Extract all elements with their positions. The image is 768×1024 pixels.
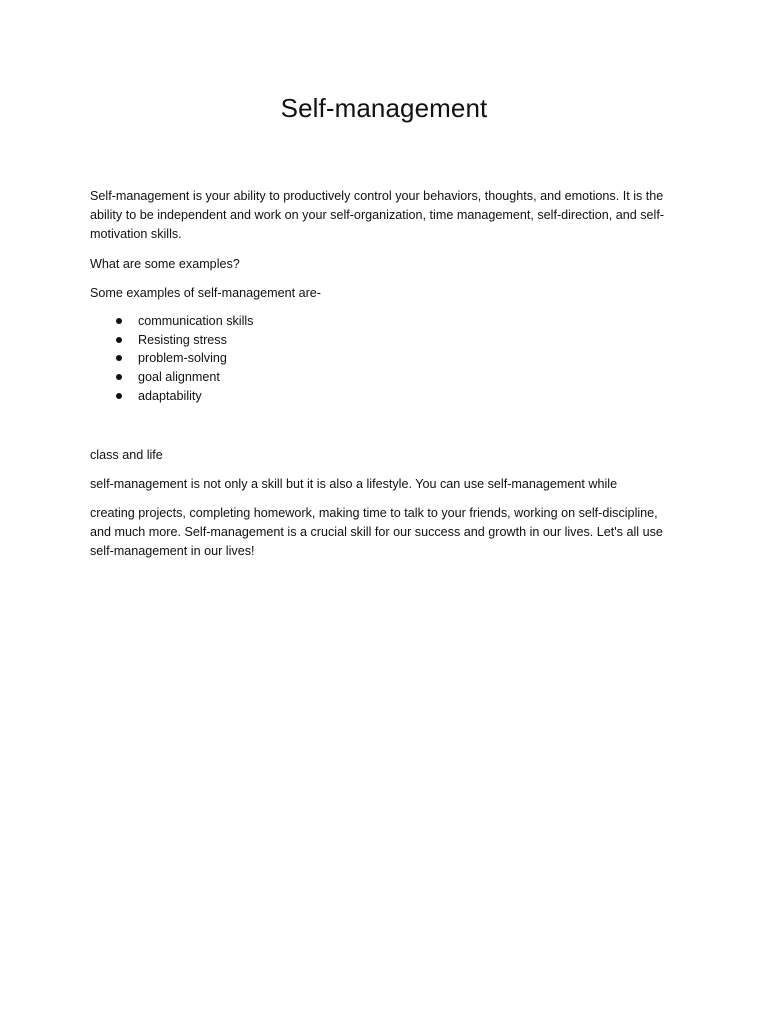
bullet-icon <box>116 393 122 399</box>
closing-paragraph: creating projects, completing homework, making time to talk to your friends, working on self-discipline, and much more. Self-management is a crucial skill for our success and growth in our lives. Let's all use self-management in our lives! <box>90 506 663 558</box>
list-item-text: adaptability <box>138 388 202 403</box>
document-title: Self-management <box>280 93 488 123</box>
examples-question: What are some examples? <box>90 257 240 271</box>
bullet-icon <box>116 374 122 380</box>
list-item-text: communication skills <box>138 314 254 328</box>
lifestyle-paragraph: self-management is not only a skill but it is also a lifestyle. You can use self-management while <box>90 477 618 491</box>
bullet-icon <box>116 318 122 324</box>
list-item-text: Resisting stress <box>138 332 227 347</box>
examples-lead: Some examples of self-management are- <box>90 286 321 300</box>
list-item <box>90 349 680 368</box>
list-item-text: goal alignment <box>138 370 220 385</box>
bullet-icon <box>116 355 122 361</box>
examples-list <box>90 312 680 406</box>
list-item <box>90 387 680 406</box>
list-item-text: problem-solving <box>138 351 227 366</box>
list-item <box>90 368 680 387</box>
intro-paragraph: Self-management is your ability to productively control your behaviors, thoughts, and emotions. It is the ability to be independent and work on your self-organization, time management, self-direction, and self-motivation skills. <box>90 189 665 241</box>
bullet-icon <box>116 337 122 343</box>
list-item <box>90 312 680 331</box>
class-and-life-paragraph: class and life <box>90 448 163 462</box>
list-item <box>90 331 680 350</box>
